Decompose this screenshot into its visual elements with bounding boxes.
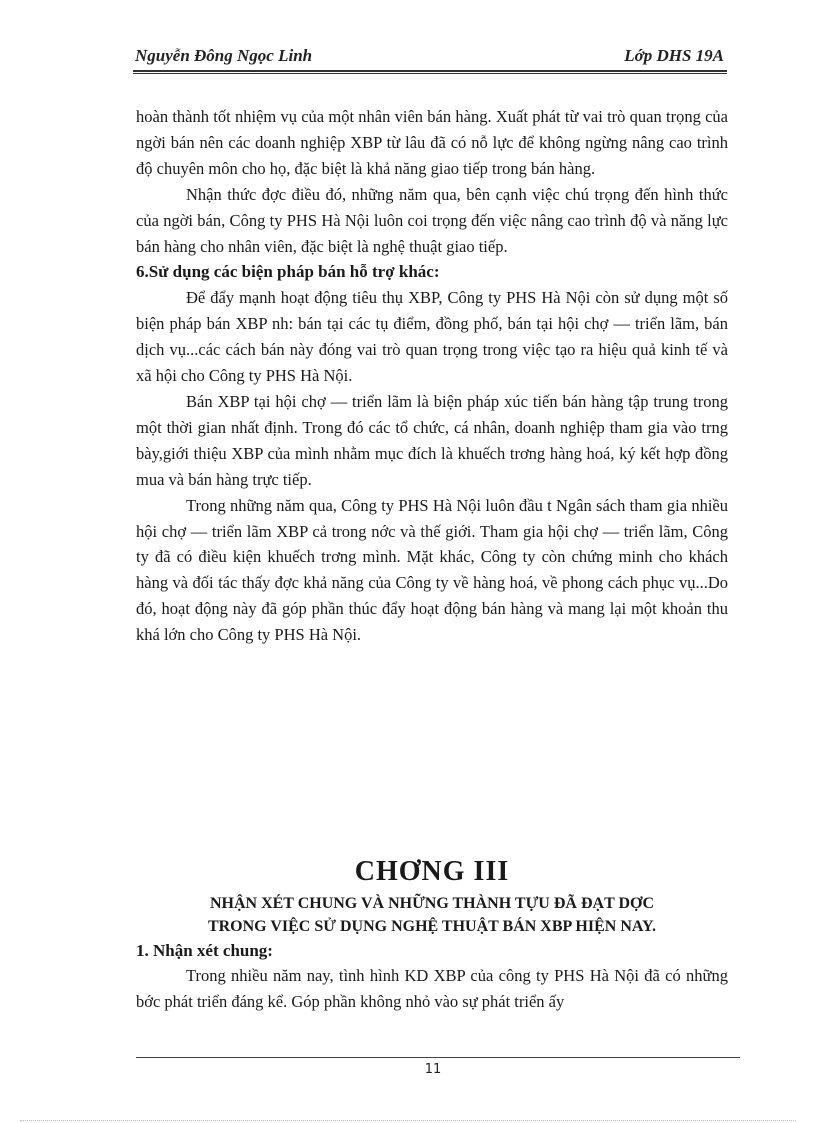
chapter-subtitle-line2: TRONG VIỆC SỬ DỤNG NGHỆ THUẬT BÁN XBP HIỆN NAY. [207, 918, 657, 935]
paragraph-5: Trong những năm qua, Công ty PHS Hà Nội luôn đầu t Ngân sách tham gia nhiều hội chợ — triển lãm XBP cả trong nớc và thế giới. Tham gia hội chợ — triển lãm, Công ty đã có điều kiện khuếch trơng mình. Mặt khác, Công ty còn chứng minh cho khách hàng và đối tác thấy đợc khả năng của Công ty về hàng hoá, về phong cách phục vụ...Do đó, hoạt động này đã góp phần thúc đẩy hoạt động bán hàng và mang lại một khoản thu khá lớn cho Công ty PHS Hà Nội. [136, 495, 728, 645]
chapter-title: CHƠNG III [354, 856, 510, 887]
paragraph-4: Bán XBP tại hội chợ — triển lãm là biện pháp xúc tiến bán hàng tập trung trong một thời gian nhất định. Trong đó các tổ chức, cá nhân, doanh nghiệp tham gia vào trng bày,giới thiệu XBP của mình nhằm mục đích là khuếch trơng hàng hoá, ký kết hợp đồng mua và bán hàng trực tiếp. [136, 391, 728, 489]
page-number: 11 [424, 1062, 442, 1077]
header-class: Lớp DHS 19A [624, 46, 724, 65]
section-heading-1: 1. Nhận xét chung: [136, 941, 273, 960]
paragraph-1: hoàn thành tốt nhiệm vụ của một nhân viên bán hàng. Xuất phát từ vai trò quan trọng của ngời bán nên các doanh nghiệp XBP từ lâu đã có nỗ lực để không ngừng nâng cao trình độ chuyên môn cho họ, đặc biệt là khả năng giao tiếp trong bán hàng. [136, 107, 728, 178]
chapter-block [136, 852, 728, 1015]
paragraph-2: Nhận thức đợc điều đó, những năm qua, bên cạnh việc chú trọng đến hình thức của ngời bán, Công ty PHS Hà Nội luôn coi trọng đến việc nâng cao trình độ và năng lực bán hàng cho nhân viên, đặc biệt là nghệ thuật giao tiếp. [136, 184, 728, 256]
header-rule [133, 70, 727, 72]
footer-rule [136, 1057, 740, 1058]
header-rule-thin [133, 73, 727, 74]
chapter-subtitle-line1: NHẬN XÉT CHUNG VÀ NHỮNG THÀNH TỰU ĐÃ ĐẠT DỢC [209, 895, 655, 912]
section-heading-6: 6.Sử dụng các biện pháp bán hỗ trợ khác: [136, 262, 440, 282]
chapter-paragraph-1: Trong nhiều năm nay, tình hình KD XBP của công ty PHS Hà Nội đã có những bớc phát triển đáng kể. Góp phần không nhỏ vào sự phát triển ấy [136, 966, 728, 1011]
paragraph-3: Để đẩy mạnh hoạt động tiêu thụ XBP, Công ty PHS Hà Nội còn sử dụng một số biện pháp bán XBP nh: bán tại các tụ điểm, đồng phố, bán tại hội chợ — triển lãm, bán dịch vụ...các cách bán này đóng vai trò quan trọng trong việc tạo ra hiệu quả kinh tế và xã hội cho Công ty PHS Hà Nội. [136, 288, 728, 386]
page-edge-divider [20, 1120, 796, 1121]
header-author: Nguyễn Đông Ngọc Linh [135, 46, 313, 65]
body-text [136, 104, 728, 648]
